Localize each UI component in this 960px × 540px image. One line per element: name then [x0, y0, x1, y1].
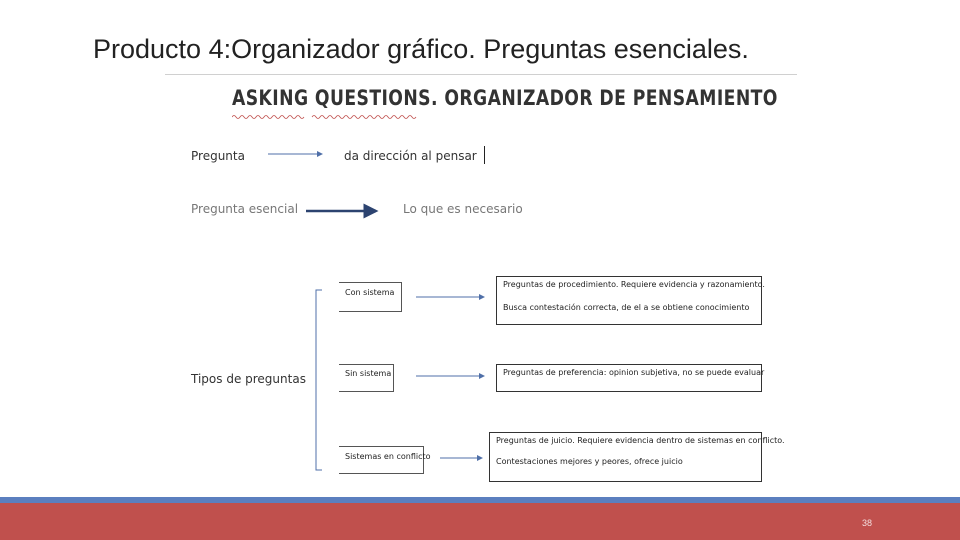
description-line: Busca contestación correcta, de el a se obtiene conocimiento	[503, 303, 750, 312]
pregunta-label: Pregunta	[191, 149, 245, 163]
category-label: Sin sistema	[345, 369, 392, 378]
bracket-icon	[316, 290, 322, 470]
category-label: Con sistema	[345, 288, 395, 297]
description-line: Preguntas de juicio. Requiere evidencia dentro de sistemas en conflicto.	[496, 436, 785, 445]
category-label: Sistemas en conflicto	[345, 452, 431, 461]
pregunta-esencial-meaning: Lo que es necesario	[403, 202, 523, 216]
organizer-heading: ASKING QUESTIONS. ORGANIZADOR DE PENSAMIENTO	[232, 86, 778, 110]
slide-title: Producto 4:Organizador gráfico. Preguntas esenciales.	[93, 34, 749, 64]
tipos-de-preguntas-label: Tipos de preguntas	[191, 372, 306, 386]
description-line: Contestaciones mejores y peores, ofrece juicio	[496, 457, 683, 466]
page-number: 38	[862, 518, 873, 528]
pregunta-meaning: da dirección al pensar	[344, 149, 477, 163]
pregunta-esencial-label: Pregunta esencial	[191, 202, 299, 216]
description-line: Preguntas de preferencia: opinion subjetiva, no se puede evaluar	[503, 368, 765, 377]
description-line: Preguntas de procedimiento. Requiere evidencia y razonamiento.	[503, 280, 765, 289]
footer-bar	[0, 503, 960, 540]
